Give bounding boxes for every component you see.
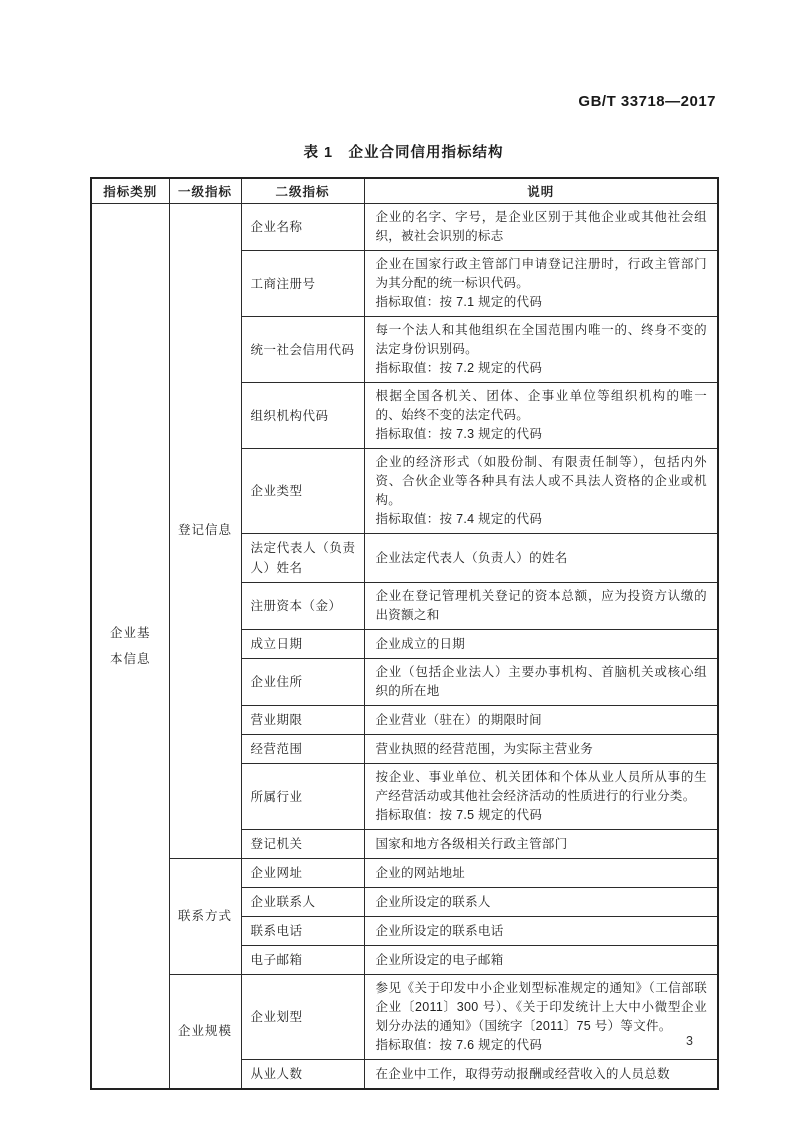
table-title: 表 1 企业合同信用指标结构 (303, 145, 504, 161)
level2-indicator-cell: 联系电话 (241, 917, 364, 946)
description-line: 营业执照的经营范围，为实际主营业务 (375, 741, 594, 756)
description-cell (364, 706, 718, 735)
indicator-table (90, 177, 719, 1090)
description-line: 企业营业（驻在）的期限时间 (375, 712, 542, 727)
table-row (91, 859, 718, 888)
description-cell (364, 583, 718, 630)
level1-indicator-cell: 登记信息 (169, 204, 241, 859)
description-cell (364, 534, 718, 583)
level2-indicator-cell: 企业联系人 (241, 888, 364, 917)
level2-indicator-cell: 法定代表人（负责人）姓名 (241, 534, 364, 583)
table-row (91, 204, 718, 251)
description-line: 国家和地方各级相关行政主管部门 (375, 836, 568, 851)
description-cell (364, 764, 718, 830)
description-line: 企业所设定的电子邮箱 (375, 952, 504, 967)
description-line: 指标取值：按 7.3 规定的代码 (375, 427, 543, 441)
column-header-remark: 说明 (364, 178, 718, 204)
description-line: 指标取值：按 7.4 规定的代码 (375, 512, 543, 526)
description-cell (364, 317, 718, 383)
description-line: 企业的网站地址 (375, 865, 466, 880)
description-line: 企业的经济形式（如股份制、有限责任制等），包括内外资、合伙企业等各种具有法人或不具法人资格的企业或机构。 (375, 455, 707, 507)
level2-indicator-cell: 企业划型 (241, 975, 364, 1060)
level2-indicator-cell: 企业网址 (241, 859, 364, 888)
description-line: 在企业中工作，取得劳动报酬或经营收入的人员总数 (375, 1066, 670, 1081)
description-cell (364, 975, 718, 1060)
description-line: 指标取值：按 7.6 规定的代码 (375, 1038, 543, 1052)
description-line: 按企业、事业单位、机关团体和个体从业人员所从事的生产经营活动或其他社会经济活动的性质进行的行业分类。 (375, 770, 707, 803)
description-line: 企业的名字、字号，是企业区别于其他企业或其他社会组织，被社会识别的标志 (375, 210, 707, 243)
level1-indicator-cell: 企业规模 (169, 975, 241, 1090)
description-line: 企业法定代表人（负责人）的姓名 (375, 550, 568, 565)
description-line: 企业（包括企业法人）主要办事机构、首脑机关或核心组织的所在地 (375, 665, 707, 698)
description-line: 指标取值：按 7.1 规定的代码 (375, 295, 543, 309)
description-cell (364, 946, 718, 975)
description-line: 企业成立的日期 (375, 636, 466, 651)
level2-indicator-cell: 统一社会信用代码 (241, 317, 364, 383)
level2-indicator-cell: 工商注册号 (241, 251, 364, 317)
level2-indicator-cell: 企业住所 (241, 659, 364, 706)
description-cell (364, 630, 718, 659)
table-row (91, 975, 718, 1060)
description-cell (364, 251, 718, 317)
description-line: 企业在国家行政主管部门申请登记注册时，行政主管部门为其分配的统一标识代码。 (375, 257, 707, 290)
description-line: 指标取值：按 7.2 规定的代码 (375, 361, 543, 375)
level2-indicator-cell: 企业类型 (241, 449, 364, 534)
level1-indicator-cell: 联系方式 (169, 859, 241, 975)
description-line: 指标取值：按 7.5 规定的代码 (375, 808, 543, 822)
description-line: 参见《关于印发中小企业划型标准规定的通知》（工信部联企业〔2011〕300 号）、《关于印发统计上大中小微型企业划分办法的通知》（国统字〔2011〕75 号）等文件。 (375, 981, 707, 1033)
column-header-category: 指标类别 (91, 178, 169, 204)
standard-number: GB/T 33718—2017 (578, 93, 716, 110)
description-line: 每一个法人和其他组织在全国范围内唯一的、终身不变的法定身份识别码。 (375, 323, 707, 356)
page-number: 3 (686, 1034, 693, 1048)
description-cell (364, 449, 718, 534)
description-line: 企业所设定的联系电话 (375, 923, 504, 938)
description-cell (364, 735, 718, 764)
indicator-table-body (91, 204, 718, 1090)
level2-indicator-cell: 登记机关 (241, 830, 364, 859)
table-header-row (91, 178, 718, 204)
description-line: 根据全国各机关、团体、企事业单位等组织机构的唯一的、始终不变的法定代码。 (375, 389, 707, 422)
description-cell (364, 204, 718, 251)
description-line: 企业所设定的联系人 (375, 894, 491, 909)
level2-indicator-cell: 组织机构代码 (241, 383, 364, 449)
column-header-level2: 二级指标 (241, 178, 364, 204)
level2-indicator-cell: 从业人数 (241, 1060, 364, 1090)
level2-indicator-cell: 营业期限 (241, 706, 364, 735)
description-cell (364, 830, 718, 859)
level2-indicator-cell: 注册资本（金） (241, 583, 364, 630)
level2-indicator-cell: 经营范围 (241, 735, 364, 764)
level2-indicator-cell: 企业名称 (241, 204, 364, 251)
description-line: 企业在登记管理机关登记的资本总额，应为投资方认缴的出资额之和 (375, 589, 707, 622)
category-cell: 企业基本信息 (91, 204, 169, 1090)
column-header-level1: 一级指标 (169, 178, 241, 204)
description-cell (364, 383, 718, 449)
level2-indicator-cell: 成立日期 (241, 630, 364, 659)
description-cell (364, 888, 718, 917)
level2-indicator-cell: 所属行业 (241, 764, 364, 830)
description-cell (364, 1060, 718, 1090)
description-cell (364, 859, 718, 888)
description-cell (364, 917, 718, 946)
description-cell (364, 659, 718, 706)
level2-indicator-cell: 电子邮箱 (241, 946, 364, 975)
